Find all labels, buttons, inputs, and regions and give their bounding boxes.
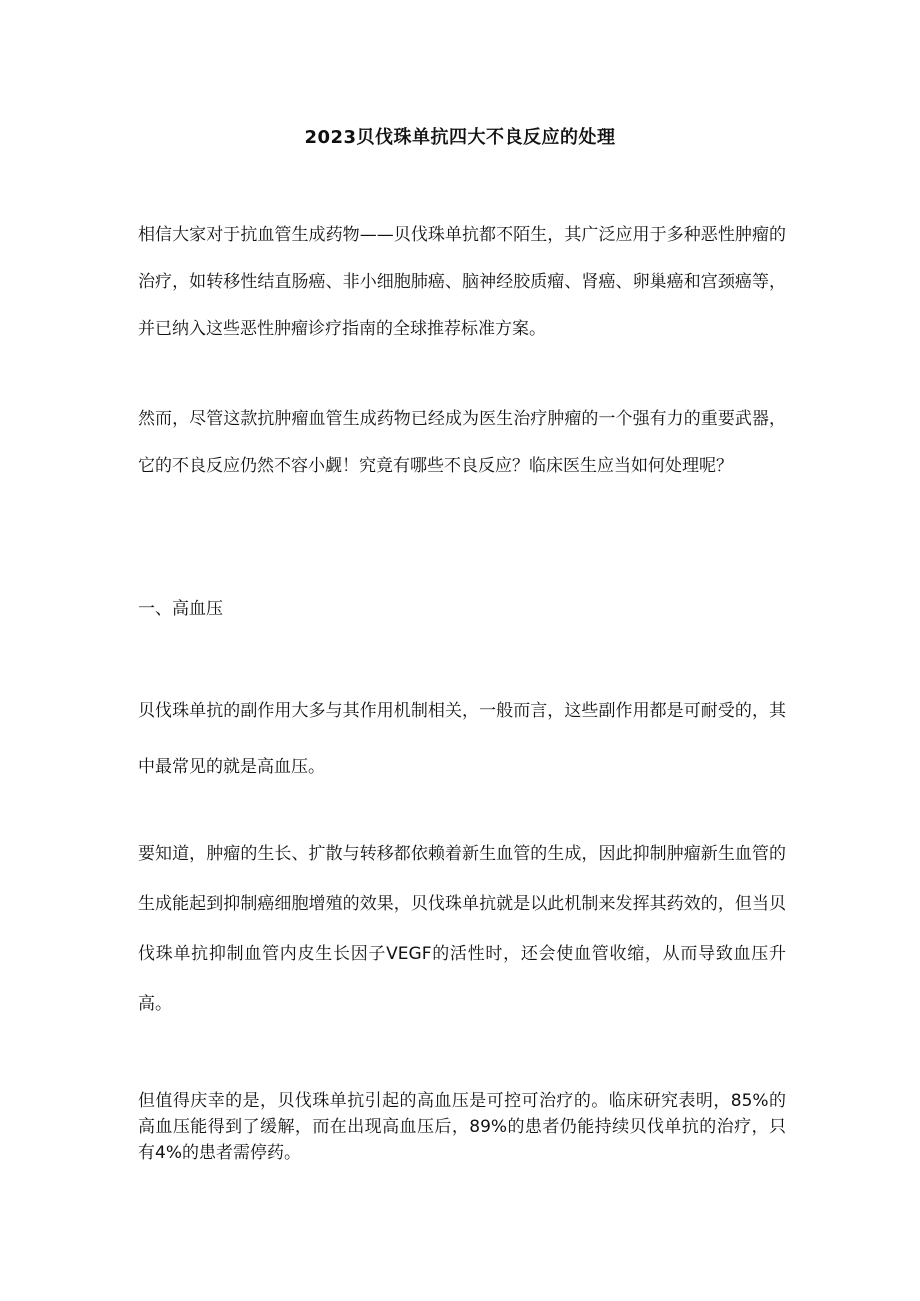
hypertension-paragraph-3: 但值得庆幸的是，贝伐珠单抗引起的高血压是可控可治疗的。临床研究表明，85%的高血压能得到了缓解，而在出现高血压后，89%的患者仍能持续贝伐单抗的治疗，只有4%的患者需停药。 [138, 1091, 786, 1163]
concern-paragraph: 然而，尽管这款抗肿瘤血管生成药物已经成为医生治疗肿瘤的一个强有力的重要武器，它的不良反应仍然不容小觑！究竟有哪些不良反应？临床医生应当如何处理呢？ [138, 409, 786, 476]
hypertension-paragraph-2: 要知道，肿瘤的生长、扩散与转移都依赖着新生血管的生成，因此抑制肿瘤新生血管的生成能起到抑制癌细胞增殖的效果，贝伐珠单抗就是以此机制来发挥其药效的，但当贝伐珠单抗抑制血管内皮生长因子VEGF的活性时，还会使血管收缩，从而导致血压升高。 [138, 844, 786, 1014]
intro-paragraph: 相信大家对于抗血管生成药物——贝伐珠单抗都不陌生，其广泛应用于多种恶性肿瘤的治疗，如转移性结直肠癌、非小细胞肺癌、脑神经胶质瘤、肾癌、卵巢癌和宫颈癌等，并已纳入这些恶性肿瘤诊疗指南的全球推荐标准方案。 [138, 225, 786, 339]
section-heading: 一、高血压 [138, 599, 223, 619]
document-title: 2023贝伐珠单抗四大不良反应的处理 [304, 127, 616, 148]
hypertension-paragraph-1: 贝伐珠单抗的副作用大多与其作用机制相关，一般而言，这些副作用都是可耐受的，其中最常见的就是高血压。 [138, 701, 786, 777]
